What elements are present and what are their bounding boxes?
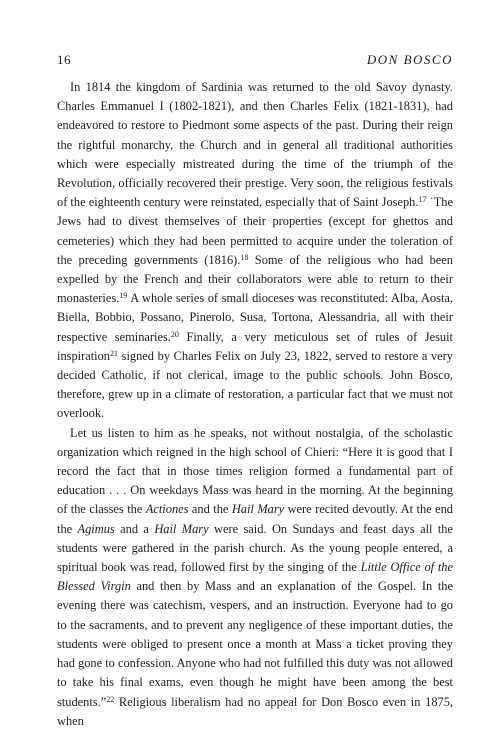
footnote-ref: 19 (119, 291, 128, 301)
text-run: were said. On Sundays and feast days all the students were gathered in the parish church. As the young people entered, a spiritual book was read, followed first by the singing of the (57, 521, 453, 575)
footnote-ref: 20 (170, 329, 179, 339)
text-run: Religious liberalism had no appeal for Don Bosco even in 1875, when (57, 694, 453, 728)
text-run: and the (188, 502, 232, 517)
footnote-ref: 22 (106, 694, 115, 704)
paragraph (57, 78, 453, 424)
footnote-ref: 18 (240, 252, 249, 262)
paragraph (57, 424, 453, 731)
text-run: A whole series of small dioceses was reconstituted: Alba, Aosta, Biella, Bobbio, Possano, Pinerolo, Susa, Tortona, Alessandria, all with their respective seminaries. (57, 291, 453, 344)
text-run: ˙The Jews had to divest themselves of their properties (except for ghettos and cemeteries) which they had been permitted to acquire under the toleration of the preceding governments (1816). (57, 195, 453, 267)
text-run: were recited devoutly. At the end the (57, 502, 453, 536)
page-number: 16 (57, 52, 71, 67)
text-run: Finally, a very meticulous set of rules of Jesuit inspiration (57, 329, 453, 363)
text-run: signed by Charles Felix on July 23, 1822, served to restore a very decided Catholic, if not clerical, image to the public schools. John Bosco, therefore, grew up in a climate of restoration, a particular fact that we must not overlook. (57, 348, 453, 421)
book-page (57, 52, 453, 731)
text-run: and a (114, 521, 155, 536)
footnote-ref: 17 (418, 195, 427, 205)
italic-title: Little Office of the Blessed Virgin (57, 560, 453, 594)
text-run: Let us listen to him as he speaks, not without nostalgia, of the scholastic organization which reigned in the high school of Chieri: “Here it is good that I record the fact that in those times religion formed a fundamental part of education . . . On weekdays Mass was heard in the morning. At the beginning of the classes the (57, 425, 453, 517)
italic-title: Actiones (145, 502, 189, 517)
running-head (57, 52, 453, 70)
italic-title: Hail Mary (231, 502, 285, 517)
text-run: and then by Mass and an explanation of the Gospel. In the evening there was catechism, vespers, and an instruction. Everyone had to go to the sacraments, and to prevent any negligence of these important duties, the students were obliged to present once a month at Mass a ticket proving they had gone to confession. Anyone who had not fulfilled this duty was not allowed to take his final exams, even though he might have been among the best students.” (57, 579, 453, 709)
body-text (57, 78, 453, 731)
text-run: In 1814 the kingdom of Sardinia was returned to the old Savoy dynasty. Charles Emmanuel I (1802-1821), and then Charles Felix (1821-1831), had endeavored to restore to Piedmont some aspects of the past. During their reign the rightful monarchy, the Church and in general all traditional authorities which were especially mistreated during the time of the triumph of the Revolution, officially recovered their prestige. Very soon, the religious festivals of the eighteenth century were reinstated, especially that of Saint Joseph. (57, 80, 453, 210)
italic-title: Agimus (77, 521, 115, 536)
running-title: DON BOSCO (366, 52, 453, 67)
footnote-ref: 21 (110, 348, 118, 358)
italic-title: Hail Mary (154, 521, 209, 536)
text-run: Some of the religious who had been expelled by the French and their collaborators were able to return to their monasteries. (57, 252, 453, 306)
